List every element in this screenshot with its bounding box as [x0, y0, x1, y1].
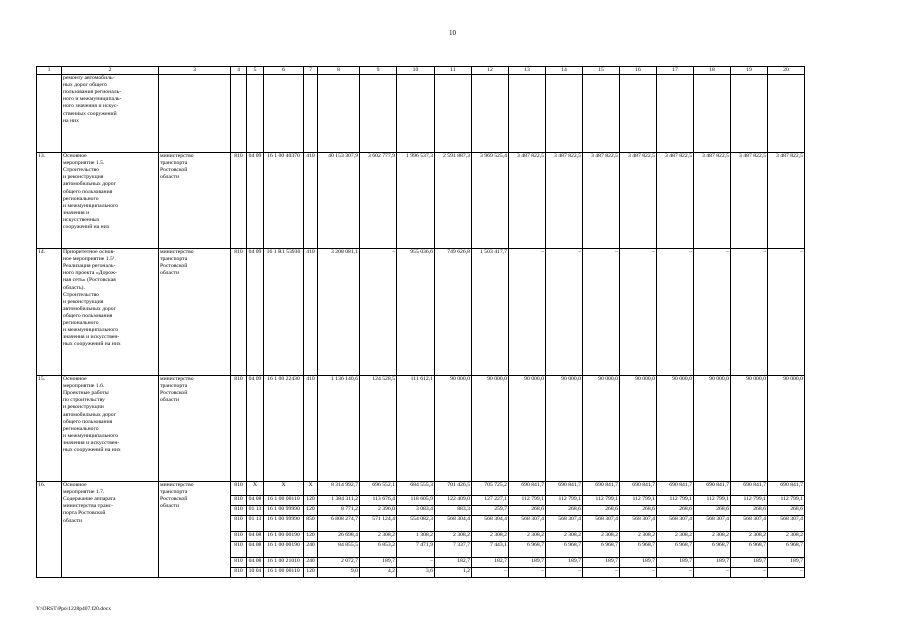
- column-header: 16: [620, 67, 657, 75]
- data-cell: 189,7: [657, 558, 694, 568]
- data-cell: 90 000,0: [768, 376, 805, 482]
- data-cell: –: [583, 568, 620, 578]
- data-cell: 118 605,9: [397, 496, 435, 506]
- data-cell: 3 969 525,4: [472, 153, 509, 249]
- data-cell: 1 996 537,3: [397, 153, 435, 249]
- data-cell: 2 308,2: [768, 532, 805, 542]
- budget-table: [36, 66, 805, 578]
- data-cell: 122 409,0: [435, 496, 472, 506]
- data-cell: 2 308,2: [546, 532, 583, 542]
- data-cell: 2 308,2: [435, 532, 472, 542]
- data-cell: 268,6: [583, 506, 620, 516]
- data-cell: –: [509, 568, 546, 578]
- data-cell: 26 698,4: [318, 532, 360, 542]
- data-cell: 01 13: [247, 516, 264, 532]
- data-cell: 6 968,7: [546, 542, 583, 558]
- data-cell: 571 124,4: [360, 516, 397, 532]
- column-header: 10: [397, 67, 435, 75]
- column-header: 7: [304, 67, 318, 75]
- empty-cell: [264, 75, 304, 153]
- data-cell: 90 000,0: [694, 376, 731, 482]
- data-cell: 568 307,4: [657, 516, 694, 532]
- table-row: [37, 482, 805, 496]
- data-cell: 240: [304, 542, 318, 558]
- data-cell: 410: [304, 376, 318, 482]
- data-cell: 2 308,2: [731, 532, 768, 542]
- data-cell: 6 968,7: [657, 542, 694, 558]
- column-header: 11: [435, 67, 472, 75]
- column-header: 15: [583, 67, 620, 75]
- data-cell: 268,6: [620, 506, 657, 516]
- data-cell: 112 799,1: [509, 496, 546, 506]
- table-row: [37, 153, 805, 249]
- data-cell: 3 208 081,1: [318, 249, 360, 376]
- empty-cell: [247, 75, 264, 153]
- data-cell: 16 1 00 99990: [264, 516, 304, 532]
- data-cell: X: [264, 482, 304, 496]
- data-cell: 120: [304, 496, 318, 506]
- column-header: 6: [264, 67, 304, 75]
- data-cell: 7 443,1: [472, 542, 509, 558]
- data-cell: –: [657, 249, 694, 376]
- data-cell: 04 08: [247, 496, 264, 506]
- data-cell: 690 841,7: [731, 482, 768, 496]
- data-cell: 182,7: [435, 558, 472, 568]
- data-cell: 120: [304, 568, 318, 578]
- data-cell: 701 426,5: [435, 482, 472, 496]
- data-cell: 90 000,0: [620, 376, 657, 482]
- data-cell: 1 503 417,7: [472, 249, 509, 376]
- data-cell: 1 136 140,6: [318, 376, 360, 482]
- empty-cell: [435, 75, 472, 153]
- data-cell: 127 227,1: [472, 496, 509, 506]
- data-cell: 6 968,7: [694, 542, 731, 558]
- data-cell: 189,7: [360, 558, 397, 568]
- data-cell: 112 799,1: [768, 496, 805, 506]
- data-cell: 7 471,9: [397, 542, 435, 558]
- data-cell: 6 808 274,7: [318, 516, 360, 532]
- data-cell: 696 552,1: [360, 482, 397, 496]
- data-cell: 112 799,1: [546, 496, 583, 506]
- data-cell: –: [731, 249, 768, 376]
- data-cell: –: [509, 249, 546, 376]
- column-header: 5: [247, 67, 264, 75]
- data-cell: 113 676,4: [360, 496, 397, 506]
- row-number: 15.: [37, 376, 62, 482]
- data-cell: 749 626,8: [435, 249, 472, 376]
- data-cell: –: [620, 249, 657, 376]
- data-cell: 182,7: [472, 558, 509, 568]
- data-cell: 04 08: [247, 542, 264, 558]
- data-cell: 268,6: [768, 506, 805, 516]
- data-cell: 268,6: [546, 506, 583, 516]
- column-header: 13: [509, 67, 546, 75]
- data-cell: –: [397, 558, 435, 568]
- data-cell: 2 396,0: [360, 506, 397, 516]
- column-header: 17: [657, 67, 694, 75]
- data-cell: 112 799,1: [583, 496, 620, 506]
- data-cell: 120: [304, 532, 318, 542]
- empty-cell: [546, 75, 583, 153]
- empty-cell: [768, 75, 805, 153]
- data-cell: 268,6: [509, 506, 546, 516]
- table-row: [37, 249, 805, 376]
- table-row: [37, 75, 805, 153]
- data-cell: 16 1 00 00190: [264, 532, 304, 542]
- data-cell: 9,0: [318, 568, 360, 578]
- data-cell: –: [694, 568, 731, 578]
- data-cell: 10 04: [247, 568, 264, 578]
- data-cell: 112 799,1: [620, 496, 657, 506]
- empty-cell: [360, 75, 397, 153]
- data-cell: 189,7: [694, 558, 731, 568]
- row-number: 14.: [37, 249, 62, 376]
- data-cell: 04 08: [247, 532, 264, 542]
- data-cell: 90 000,0: [509, 376, 546, 482]
- data-cell: 189,7: [620, 558, 657, 568]
- row-executor: министерство транспорта Ростовской области: [159, 376, 231, 482]
- row-executor: министерство транспорта Ростовской области: [159, 249, 231, 376]
- column-header: 4: [231, 67, 247, 75]
- data-cell: 90 000,0: [546, 376, 583, 482]
- data-cell: 554 082,3: [397, 516, 435, 532]
- column-header: 2: [62, 67, 159, 75]
- data-cell: 568 304,4: [435, 516, 472, 532]
- data-cell: 2 308,2: [620, 532, 657, 542]
- data-cell: 16 1 00 00190: [264, 542, 304, 558]
- data-cell: 568 307,4: [583, 516, 620, 532]
- column-header: 1: [37, 67, 62, 75]
- data-cell: 6 853,2: [360, 542, 397, 558]
- empty-cell: [304, 75, 318, 153]
- data-cell: 112 799,1: [694, 496, 731, 506]
- empty-cell: [231, 75, 247, 153]
- row-executor: министерство транспорта Ростовской области: [159, 482, 231, 578]
- data-cell: 568 307,4: [694, 516, 731, 532]
- data-cell: –: [360, 249, 397, 376]
- data-cell: 16 1 00 00110: [264, 568, 304, 578]
- data-cell: 16 1 00 99990: [264, 506, 304, 516]
- data-cell: 955 036,6: [397, 249, 435, 376]
- data-cell: 16 1 00 40370: [264, 153, 304, 249]
- data-cell: 7 337,7: [435, 542, 472, 558]
- data-cell: 3 487 822,5: [583, 153, 620, 249]
- empty-cell: [509, 75, 546, 153]
- column-header: 19: [731, 67, 768, 75]
- data-cell: 810: [231, 496, 247, 506]
- data-cell: 90 000,0: [657, 376, 694, 482]
- data-cell: –: [583, 249, 620, 376]
- row-name: ремонту автомобиль- ных дорог общего пользования региональ- ного и межмуниципаль- ного значения и искус- ственных сооружений на них: [62, 75, 159, 153]
- data-cell: –: [657, 568, 694, 578]
- data-cell: 3 083,4: [397, 506, 435, 516]
- data-cell: 16 1 00 22430: [264, 376, 304, 482]
- data-cell: 810: [231, 376, 247, 482]
- data-cell: 16 1 00 00110: [264, 496, 304, 506]
- data-cell: 810: [231, 153, 247, 249]
- data-cell: 2 308,2: [694, 532, 731, 542]
- data-cell: 1,2: [435, 568, 472, 578]
- data-cell: 84 855,5: [318, 542, 360, 558]
- data-cell: 568 307,4: [731, 516, 768, 532]
- data-cell: 684 555,3: [397, 482, 435, 496]
- data-cell: 810: [231, 482, 247, 496]
- data-cell: 3 487 822,5: [768, 153, 805, 249]
- data-cell: 04 09: [247, 249, 264, 376]
- data-cell: 3 487 822,5: [509, 153, 546, 249]
- data-cell: 01 13: [247, 506, 264, 516]
- footer-file-path: Y:\ORST\Ppo\1228p407.f20.docx: [36, 606, 111, 612]
- data-cell: 8 771,2: [318, 506, 360, 516]
- data-cell: –: [472, 568, 509, 578]
- data-cell: 124 528,5: [360, 376, 397, 482]
- data-cell: 690 841,7: [583, 482, 620, 496]
- empty-cell: [472, 75, 509, 153]
- data-cell: 883,3: [435, 506, 472, 516]
- row-number: 13.: [37, 153, 62, 249]
- data-cell: –: [731, 568, 768, 578]
- header-row: [37, 67, 805, 75]
- data-cell: 268,6: [694, 506, 731, 516]
- data-cell: 850: [304, 516, 318, 532]
- data-cell: 112 799,1: [731, 496, 768, 506]
- data-cell: X: [304, 482, 318, 496]
- data-cell: 3,6: [397, 568, 435, 578]
- data-cell: 16 1 R1 53930: [264, 249, 304, 376]
- data-cell: 120: [304, 506, 318, 516]
- row-name: Основное мероприятие 1.7. Содержание аппарата министерства транс- порта Ростовской области: [62, 482, 159, 578]
- data-cell: 2 308,2: [472, 532, 509, 542]
- data-cell: –: [620, 568, 657, 578]
- row-name: Основное мероприятие 1.5. Строительство и реконструкция автомобильных дорог общего пользования регионального и межмуниципального значения и искусственных сооружений на них: [62, 153, 159, 249]
- data-cell: 568 307,4: [620, 516, 657, 532]
- data-cell: 189,7: [731, 558, 768, 568]
- data-cell: 189,7: [583, 558, 620, 568]
- data-cell: 690 841,7: [620, 482, 657, 496]
- data-cell: 6 968,7: [731, 542, 768, 558]
- data-cell: 810: [231, 532, 247, 542]
- row-name: Основное мероприятие 1.6. Проектные работы по строительству и реконструкции автомобильных дорог общего пользования регионального и межмуниципального значения и искусствен- ных сооружений на них: [62, 376, 159, 482]
- data-cell: 6 968,7: [620, 542, 657, 558]
- column-header: 3: [159, 67, 231, 75]
- data-cell: 2 308,2: [583, 532, 620, 542]
- data-cell: 3 602 777,9: [360, 153, 397, 249]
- data-cell: 690 841,7: [657, 482, 694, 496]
- empty-cell: [694, 75, 731, 153]
- data-cell: –: [546, 249, 583, 376]
- row-executor: министерство транспорта Ростовской области: [159, 153, 231, 249]
- data-cell: 268,6: [731, 506, 768, 516]
- empty-cell: [159, 75, 231, 153]
- column-header: 9: [360, 67, 397, 75]
- data-cell: 90 000,0: [583, 376, 620, 482]
- data-cell: 40 153 307,9: [318, 153, 360, 249]
- data-cell: 1 308,2: [397, 532, 435, 542]
- data-cell: 690 841,7: [768, 482, 805, 496]
- data-cell: 690 841,7: [694, 482, 731, 496]
- data-cell: 8 314 992,7: [318, 482, 360, 496]
- data-cell: –: [768, 568, 805, 578]
- data-cell: 690 841,7: [509, 482, 546, 496]
- data-cell: 410: [304, 249, 318, 376]
- column-header: 8: [318, 67, 360, 75]
- empty-cell: [583, 75, 620, 153]
- data-cell: 568 307,4: [768, 516, 805, 532]
- data-cell: 810: [231, 249, 247, 376]
- data-cell: 568 304,4: [472, 516, 509, 532]
- data-cell: 04 08: [247, 558, 264, 568]
- data-cell: 240: [304, 558, 318, 568]
- data-cell: 690 841,7: [546, 482, 583, 496]
- data-cell: 810: [231, 506, 247, 516]
- data-cell: 112 799,1: [657, 496, 694, 506]
- data-cell: 3 487 822,5: [546, 153, 583, 249]
- page-number: 10: [449, 29, 456, 37]
- data-cell: 4,2: [360, 568, 397, 578]
- empty-cell: [397, 75, 435, 153]
- data-cell: 568 307,4: [546, 516, 583, 532]
- data-cell: 90 000,0: [731, 376, 768, 482]
- data-cell: 2 308,2: [360, 532, 397, 542]
- row-number: [37, 75, 62, 153]
- data-cell: 189,7: [546, 558, 583, 568]
- data-cell: 810: [231, 568, 247, 578]
- empty-cell: [318, 75, 360, 153]
- data-cell: X: [247, 482, 264, 496]
- data-cell: 3 487 822,5: [620, 153, 657, 249]
- empty-cell: [620, 75, 657, 153]
- column-header: 12: [472, 67, 509, 75]
- row-name: Приоритетное основ- ное мероприятие 1.5¹. Реализация регональ- ного проекта «Дорож- ная сеть» (Ростовская область). Строительство и реконструкция автомобильных дорог общего пользования регионального и межмуниципального значения и искусствен- ных сооружений на них: [62, 249, 159, 376]
- data-cell: 810: [231, 516, 247, 532]
- data-cell: 3 487 822,5: [731, 153, 768, 249]
- empty-cell: [657, 75, 694, 153]
- data-cell: 810: [231, 542, 247, 558]
- data-cell: 2 308,2: [657, 532, 694, 542]
- data-cell: 268,6: [657, 506, 694, 516]
- data-cell: –: [768, 249, 805, 376]
- data-cell: 04 09: [247, 153, 264, 249]
- data-cell: 259,7: [472, 506, 509, 516]
- data-cell: 16 1 00 21010: [264, 558, 304, 568]
- data-cell: 04 09: [247, 376, 264, 482]
- data-cell: 3 487 822,5: [694, 153, 731, 249]
- data-cell: 189,7: [509, 558, 546, 568]
- empty-cell: [731, 75, 768, 153]
- data-cell: 6 968,7: [583, 542, 620, 558]
- data-cell: 410: [304, 153, 318, 249]
- data-cell: –: [546, 568, 583, 578]
- data-cell: 90 000,0: [472, 376, 509, 482]
- data-cell: 2 308,2: [509, 532, 546, 542]
- column-header: 18: [694, 67, 731, 75]
- data-cell: 705 725,2: [472, 482, 509, 496]
- data-cell: 90 000,0: [435, 376, 472, 482]
- table-row: [37, 376, 805, 482]
- data-cell: 3 487 822,5: [657, 153, 694, 249]
- data-cell: 6 968,7: [768, 542, 805, 558]
- data-cell: 568 307,4: [509, 516, 546, 532]
- column-header: 14: [546, 67, 583, 75]
- data-cell: 189,7: [768, 558, 805, 568]
- data-cell: 6 968,7: [509, 542, 546, 558]
- data-cell: –: [694, 249, 731, 376]
- data-cell: 2 591 887,3: [435, 153, 472, 249]
- data-cell: 2 072,7: [318, 558, 360, 568]
- data-cell: 111 612,1: [397, 376, 435, 482]
- data-cell: 810: [231, 558, 247, 568]
- data-cell: 1 384 311,2: [318, 496, 360, 506]
- column-header: 20: [768, 67, 805, 75]
- row-number: 16.: [37, 482, 62, 578]
